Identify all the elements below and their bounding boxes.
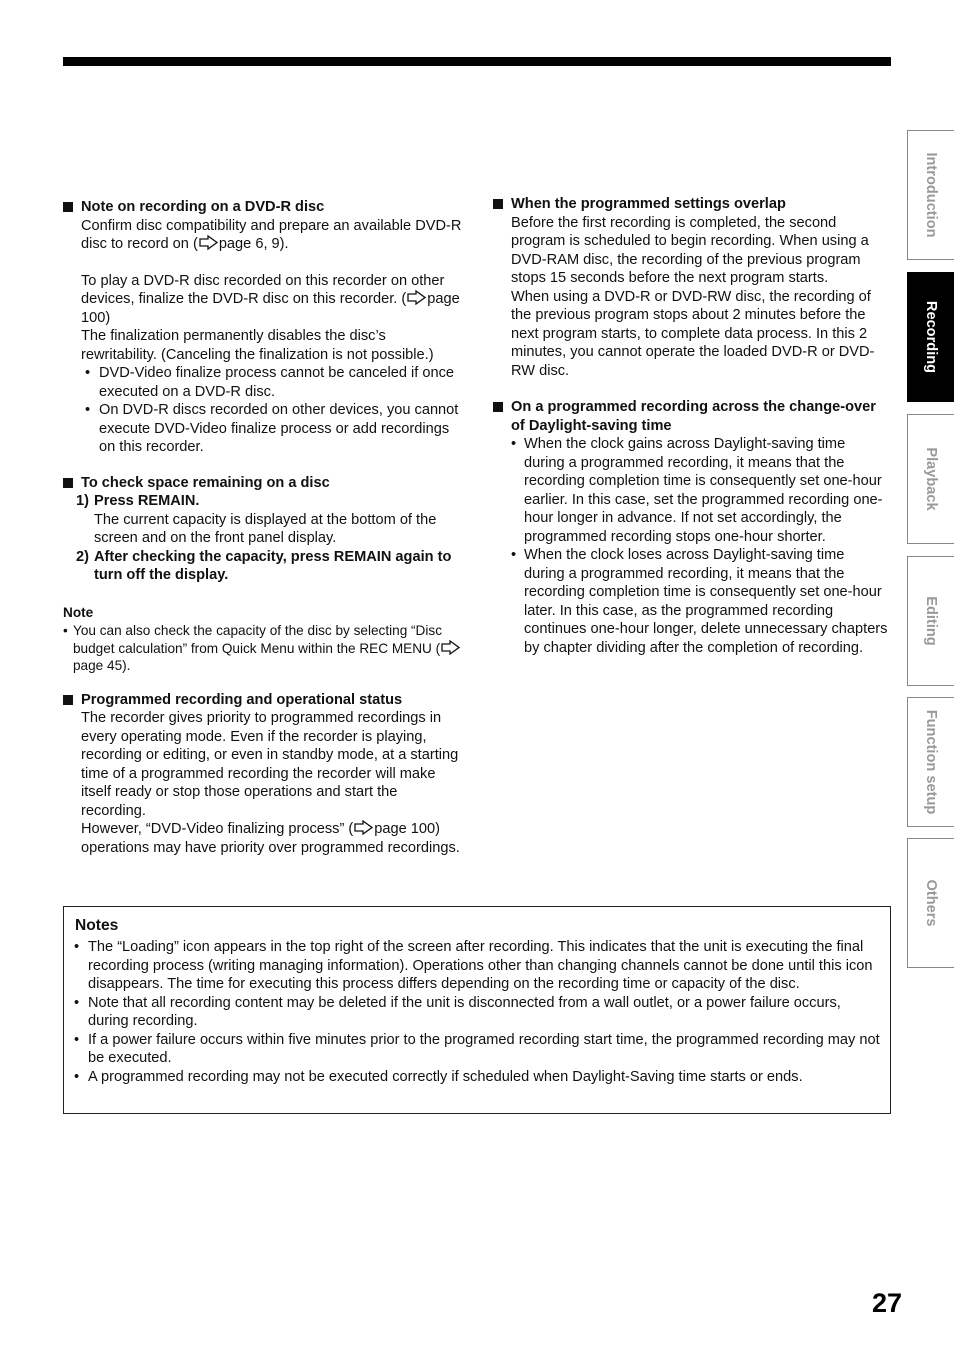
dst-bullet-list <box>493 435 888 657</box>
top-rule <box>63 57 891 66</box>
square-bullet-icon <box>63 202 73 212</box>
step-1-body: The current capacity is displayed at the bottom of the screen and on the front panel display. <box>94 511 437 546</box>
notes-box <box>63 906 891 1114</box>
section-heading-space: To check space remaining on a disc <box>63 474 463 493</box>
overlap-paragraph-1: Before the first recording is completed, the second program is scheduled to begin recording. When using a DVD-RAM disc, the recording of the previous program stops 15 seconds before the next program starts. <box>511 214 869 286</box>
programmed-paragraph-2: However, “DVD-Video finalizing process” ( page 100) operations may have priority over programmed recordings. <box>81 821 460 856</box>
note-item: • You can also check the capacity of the disc by selecting “Disc budget calculation” from Quick Menu within the REC MENU (page 45). <box>63 622 463 675</box>
list-item: • On DVD-R discs recorded on other devices, you cannot execute DVD-Video finalize process or add recordings on this recorder. <box>85 402 459 455</box>
square-bullet-icon <box>63 478 73 488</box>
arrow-right-icon <box>407 290 426 305</box>
tab-others[interactable]: Others <box>907 838 954 968</box>
arrow-right-icon <box>354 820 373 835</box>
list-item: • A programmed recording may not be executed correctly if scheduled when Daylight-Saving time starts or ends. <box>74 1068 803 1085</box>
left-column <box>63 198 463 857</box>
list-item: • The “Loading” icon appears in the top right of the screen after recording. This indicates that the unit is executing the final recording process (writing managing information). Operations other than changing channels cannot be done until this icon disappears. The time for executing this process differs depending on the recording time or capacity of the disc. <box>74 939 873 992</box>
list-item: • DVD-Video finalize process cannot be canceled if once executed on a DVD-R disc. <box>85 365 455 400</box>
right-column <box>493 195 888 657</box>
list-item: • If a power failure occurs within five minutes prior to the programed recording start time, the programmed recording may not be executed. <box>74 1031 880 1066</box>
list-item: • When the clock loses across Daylight-saving time during a programmed recording, it means that the recording completion time is consequently set one-hour later. In this case, as the programmed recording continues one-hour longer, delete unnecessary chapters by chapter dividing after the completion of recording. <box>511 547 888 656</box>
list-item: • Note that all recording content may be deleted if the unit is disconnected from a wall outlet, or a power failure occurs, during recording. <box>74 994 841 1029</box>
step-1-title: 1) Press REMAIN. <box>76 493 200 509</box>
dvdr-paragraph-3: The finalization permanently disables the disc’s rewritability. (Canceling the finalization is not possible.) <box>81 328 434 363</box>
dvdr-paragraph-2: To play a DVD-R disc recorded on this recorder on other devices, finalize the DVD-R disc on this recorder. ( page 100) <box>81 272 460 326</box>
tab-function-setup[interactable]: Function setup <box>907 697 954 827</box>
tab-editing[interactable]: Editing <box>907 556 954 686</box>
overlap-paragraph-2: When using a DVD-R or DVD-RW disc, the recording of the previous program stops about 2 minutes before the next program starts, to complete data process. In this 2 minutes, you cannot operate the loaded DVD-R or DVD-RW disc. <box>511 288 875 379</box>
arrow-right-icon <box>199 235 218 250</box>
list-item: • When the clock gains across Daylight-saving time during a programmed recording, it means that the recording completion time is consequently set one-hour earlier. In this case, set the programmed recording one-hour longer in advance. If not set accordingly, the programmed recording stops one-hour shorter. <box>511 436 883 545</box>
square-bullet-icon <box>493 402 503 412</box>
square-bullet-icon <box>493 199 503 209</box>
programmed-paragraph-1: The recorder gives priority to programmed recordings in every operating mode. Even if the recorder is playing, recording or editing, or even in standby mode, at a starting time of a programmed recording the recorder will make itself ready or stop those operations and start the recording. <box>81 710 459 819</box>
arrow-right-icon <box>441 640 460 655</box>
dvdr-paragraph-1: Confirm disc compatibility and prepare an available DVD-R disc to record on ( page 6, 9). <box>81 217 462 252</box>
notes-list <box>74 938 880 1086</box>
tab-playback[interactable]: Playback <box>907 414 954 544</box>
tab-introduction[interactable]: Introduction <box>907 130 954 260</box>
note-title: Note <box>63 604 94 620</box>
square-bullet-icon <box>63 695 73 705</box>
tab-recording[interactable]: Recording <box>907 272 954 402</box>
dvdr-bullet-list <box>63 364 463 457</box>
section-heading-programmed: Programmed recording and operational status <box>63 691 463 710</box>
section-heading-dvdr: Note on recording on a DVD-R disc <box>63 198 463 217</box>
step-2-title: 2) After checking the capacity, press REMAIN again to turn off the display. <box>76 548 452 583</box>
notes-title: Notes <box>75 917 119 934</box>
section-heading-dst: On a programmed recording across the change-over of Daylight-saving time <box>493 398 888 435</box>
page-number: 27 <box>872 1288 903 1318</box>
section-heading-overlap: When the programmed settings overlap <box>493 195 888 214</box>
